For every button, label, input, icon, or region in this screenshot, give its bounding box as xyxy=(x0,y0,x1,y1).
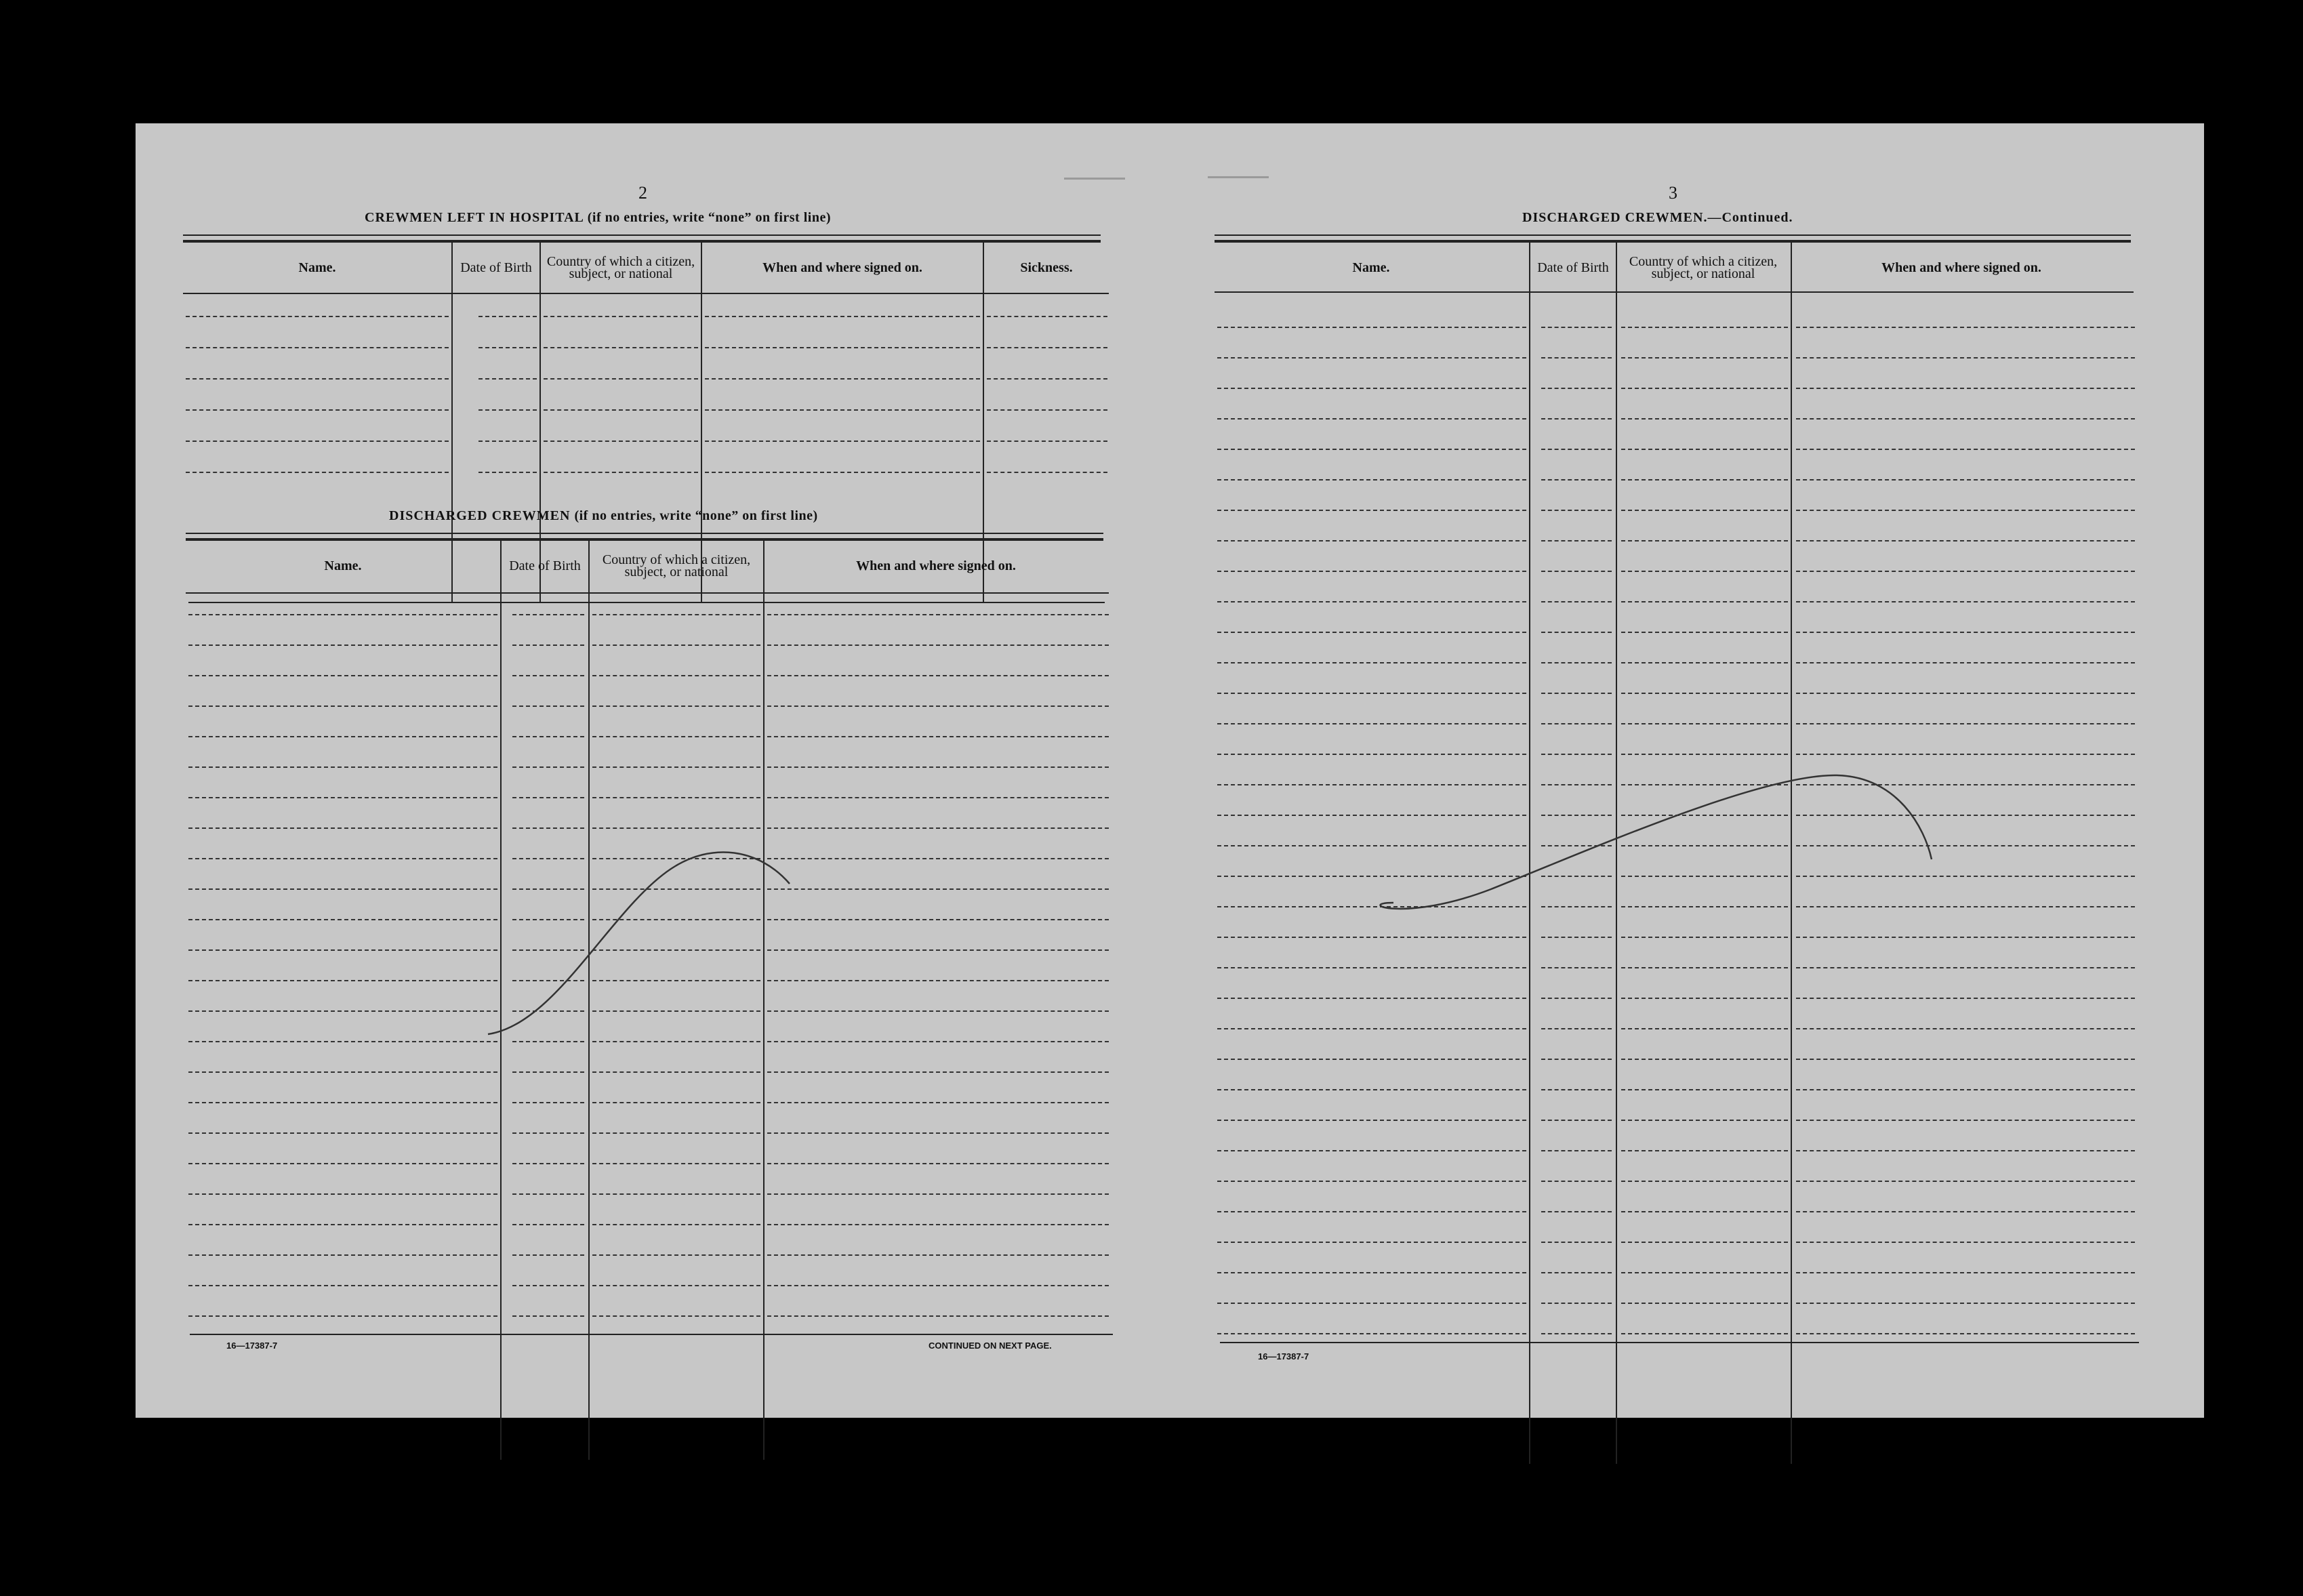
hospital-title-note: (if no entries, write “none” on first line) xyxy=(587,210,831,225)
cancel-curve-left xyxy=(488,852,790,1034)
continued-note: CONTINUED ON NEXT PAGE. xyxy=(929,1341,1052,1351)
form-number-left: 16—17387-7 xyxy=(226,1341,278,1351)
hospital-col-dob: Date of Birth xyxy=(460,260,532,275)
right-page-title: DISCHARGED CREWMEN.—Continued. xyxy=(1522,210,1793,225)
page-number-left: 2 xyxy=(638,183,647,203)
form-sheet xyxy=(136,123,2204,1418)
right-col-name: Name. xyxy=(1352,260,1390,275)
right-col-country: Country of which a citizen, subject, or national xyxy=(1629,254,1778,281)
form-number-right: 16—17387-7 xyxy=(1258,1351,1309,1362)
right-col-signed: When and where signed on. xyxy=(1881,260,2041,275)
discharged-title-text: DISCHARGED CREWMEN xyxy=(389,508,571,523)
page-number-right: 3 xyxy=(1669,183,1677,203)
cancel-curve-right xyxy=(1381,775,1932,909)
discharged-col-dob: Date of Birth xyxy=(509,558,581,573)
discharged-title-note: (if no entries, write “none” on first line) xyxy=(574,508,818,523)
hospital-col-country: Country of which a citizen, subject, or national xyxy=(546,254,695,281)
hospital-col-name: Name. xyxy=(298,260,336,275)
discharged-col-signed: When and where signed on. xyxy=(856,558,1016,573)
right-col-dob: Date of Birth xyxy=(1537,260,1609,275)
discharged-col-name: Name. xyxy=(324,558,362,573)
hospital-col-sickness: Sickness. xyxy=(1020,260,1073,275)
cancellation-curves xyxy=(136,123,2204,1418)
hospital-title-text: CREWMEN LEFT IN HOSPITAL xyxy=(365,210,584,225)
discharged-col-country: Country of which a citizen, subject, or national xyxy=(602,552,751,579)
hospital-col-signed: When and where signed on. xyxy=(762,260,922,275)
